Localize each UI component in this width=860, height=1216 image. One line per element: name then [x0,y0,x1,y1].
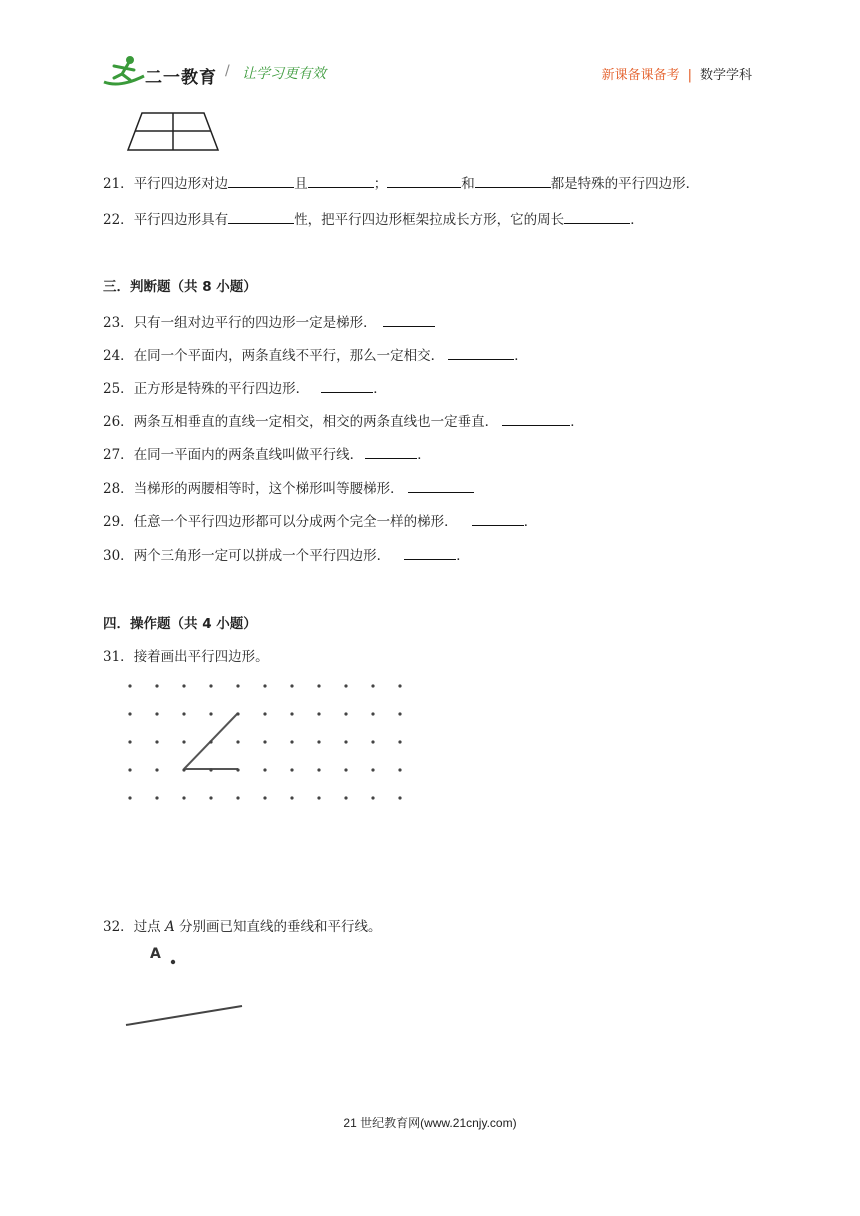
section-3-heading: 三．判断题（共 8 小题） [103,279,257,295]
grid-dot [236,796,239,799]
grid-dot [344,768,347,771]
question-text: ． [456,548,470,564]
answer-blank[interactable] [448,345,514,360]
question-number: 27． [103,447,134,463]
grid-dot [155,796,158,799]
grid-dot [236,768,239,771]
answer-blank[interactable] [408,478,474,493]
question-text: 正方形是特殊的平行四边形． [133,381,310,397]
question-text: ． [514,348,528,364]
section-4-heading: 四．操作题（共 4 小题） [103,616,257,632]
question-text: 和 [461,176,475,192]
question-30 [103,545,470,565]
grid-dot [209,740,212,743]
dot-grid-figure[interactable] [118,676,414,804]
grid-dot [344,684,347,687]
grid-dot [155,712,158,715]
slogan: 让学习更有效 [242,66,326,82]
answer-blank[interactable] [228,209,294,224]
question-text: ； [373,176,388,192]
question-text: 两条互相垂直的直线一定相交，相交的两条直线也一定垂直． [133,414,499,430]
question-text: 在同一平面内的两条直线叫做平行线． [133,447,364,463]
grid-dot [344,740,347,743]
grid-dot [182,684,185,687]
runner-logo-icon [100,52,148,90]
answer-blank[interactable] [365,444,417,459]
question-number: 24． [103,348,134,364]
grid-dot [263,740,266,743]
question-text: 只有一组对边平行的四边形一定是梯形． [133,315,377,331]
answer-blank[interactable] [502,411,570,426]
grid-dot [209,684,212,687]
grid-dot [155,768,158,771]
grid-dot [371,684,374,687]
grid-dot [236,740,239,743]
question-text: 平行四边形具有 [133,212,229,228]
grid-dot [344,712,347,715]
grid-dot [182,768,185,771]
grid-dot [371,796,374,799]
grid-dot [128,740,131,743]
question-22 [103,209,644,229]
grid-dot [317,796,320,799]
question-text: 分别画已知直线的垂线和平行线。 [174,919,382,935]
question-text: 且 [294,176,308,192]
grid-dot [155,684,158,687]
point-a-dot [171,960,175,964]
grid-dot [344,796,347,799]
question-text: 性，把平行四边形框架拉成长方形，它的周长 [294,212,565,228]
question-29 [103,511,537,531]
grid-dot [182,796,185,799]
question-text: 当梯形的两腰相等时，这个梯形叫等腰梯形． [133,481,404,497]
grid-dot [263,684,266,687]
grid-dot [290,740,293,743]
grid-dot [290,712,293,715]
grid-dot [128,768,131,771]
answer-blank[interactable] [387,173,461,188]
course-label: 新课备课备考 [601,68,680,83]
grid-dot [317,740,320,743]
answer-blank[interactable] [383,312,435,327]
answer-blank[interactable] [308,173,374,188]
grid-dot [209,712,212,715]
grid-dot [371,712,374,715]
question-27 [103,444,431,464]
question-number: 30． [103,548,134,564]
question-number: 29． [103,514,134,530]
answer-blank[interactable] [321,378,373,393]
question-number: 22． [103,212,134,228]
grid-dot [398,712,401,715]
answer-blank[interactable] [228,173,294,188]
grid-dot [290,684,293,687]
header-slash: / [225,63,230,79]
header-subject [602,64,752,83]
question-text: ． [570,414,584,430]
page-header [0,0,860,100]
question-text: 任意一个平行四边形都可以分成两个完全一样的梯形． [133,514,458,530]
point-a-label: A [150,946,161,962]
answer-blank[interactable] [472,511,524,526]
question-text: 平行四边形对边 [133,176,229,192]
grid-dot [263,768,266,771]
trapezoid-figure [126,110,222,154]
point-label: A [164,919,175,935]
question-number: 28． [103,481,134,497]
header-separator: | [687,68,692,83]
grid-dot [128,796,131,799]
footer: 21 世纪教育网(www.21cnjy.com) [343,1116,517,1130]
question-number: 23． [103,315,134,331]
answer-blank[interactable] [404,545,456,560]
subject-label: 数学学科 [699,68,752,83]
grid-dot [209,796,212,799]
question-28 [103,478,474,498]
grid-dot [371,740,374,743]
grid-dot [398,796,401,799]
question-25 [103,378,387,398]
question-number: 32． [103,919,134,935]
grid-dot [263,712,266,715]
question-32 [103,918,382,936]
question-text: 过点 [133,919,165,935]
question-number: 21． [103,176,134,192]
question-26 [103,411,584,431]
question-text: ． [523,514,538,530]
grid-dot [290,768,293,771]
grid-dot [182,740,185,743]
question-23 [103,312,435,332]
grid-dot [371,768,374,771]
grid-dot [317,684,320,687]
grid-dot [317,712,320,715]
question-31 [103,648,269,666]
grid-dot [317,768,320,771]
line-figure [120,950,250,1032]
logo-text: 二一教育 [145,68,217,88]
answer-blank[interactable] [564,209,630,224]
question-number: 25． [103,381,134,397]
question-24 [103,345,528,365]
grid-dot [155,740,158,743]
grid-dot [398,684,401,687]
question-number: 26． [103,414,134,430]
question-text: ． [373,381,387,397]
question-text: 接着画出平行四边形。 [133,649,269,665]
question-text: 两个三角形一定可以拼成一个平行四边形． [133,548,391,564]
grid-dot [128,712,131,715]
grid-dot [236,712,239,715]
grid-dot [398,768,401,771]
question-number: 31． [103,649,134,665]
grid-dot [209,768,212,771]
question-21 [103,173,699,193]
grid-dot [182,712,185,715]
question-text: 都是特殊的平行四边形． [550,176,700,192]
grid-dot [128,684,131,687]
answer-blank[interactable] [475,173,551,188]
grid-dot [236,684,239,687]
question-text: 在同一个平面内，两条直线不平行，那么一定相交． [133,348,445,364]
given-line [126,1006,242,1025]
question-text: ． [417,447,431,463]
grid-dot [398,740,401,743]
grid-dot [263,796,266,799]
grid-dot [290,796,293,799]
question-text: ． [630,212,644,228]
